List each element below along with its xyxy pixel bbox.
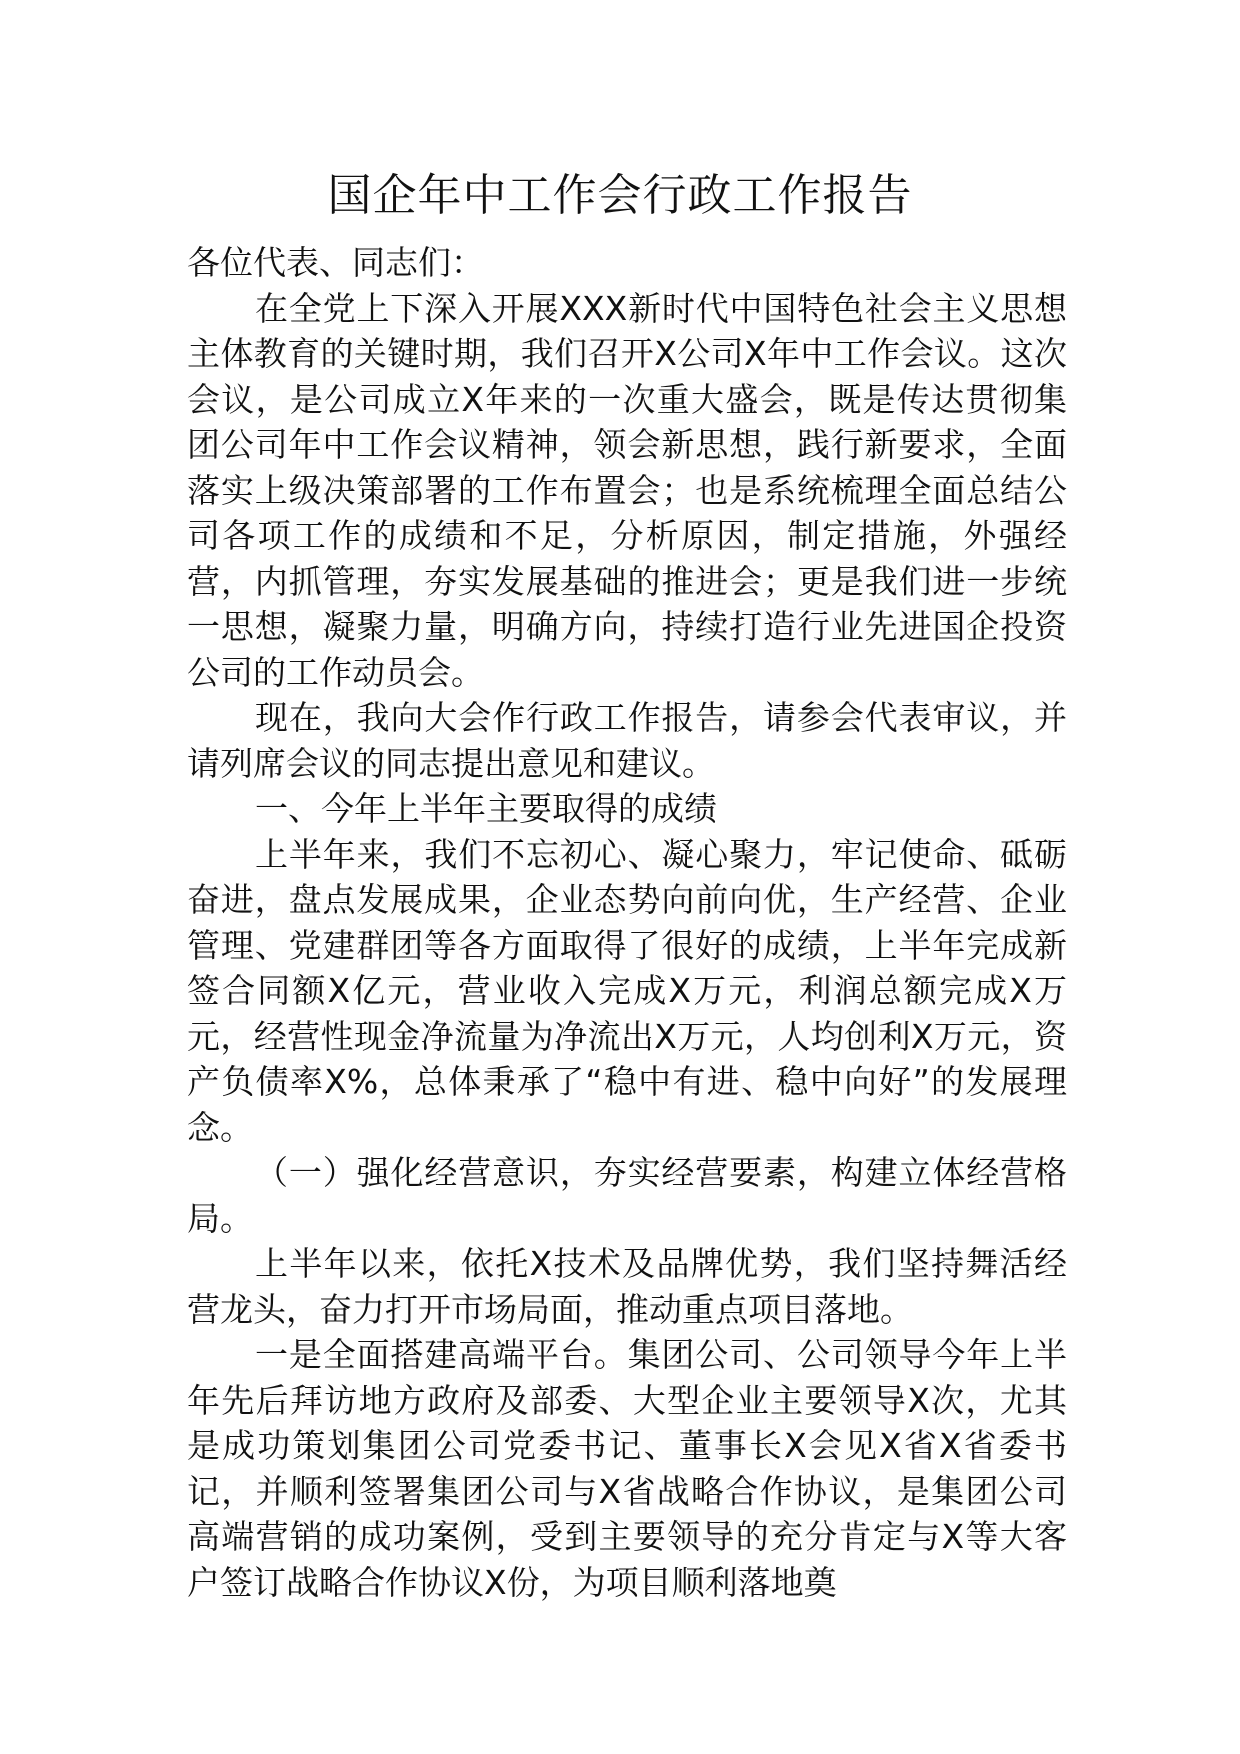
greeting-paragraph: 各位代表、同志们： xyxy=(187,243,484,282)
section-heading-achievements: 一、今年上半年主要取得的成绩 xyxy=(255,789,717,828)
achievements-summary-paragraph: 上半年来，我们不忘初心、凝心聚力，牢记使命、砥砺奋进，盘点发展成果，企业态势向前向优，生产经营、企业管理、党建群团等各方面取得了很好的成绩，上半年完成新签合同额X亿元，营业收入完成X万元，利润总额完成X万元，经营性现金净流量为净流出X万元，人均创利X万元，资产负债率X%，总体秉承了“稳中有进、稳中向好”的发展理念。 xyxy=(187,834,1067,1147)
document-body xyxy=(187,240,1067,1605)
report-request-paragraph: 现在，我向大会作行政工作报告，请参会代表审议，并请列席会议的同志提出意见和建议。 xyxy=(187,698,1067,783)
high-end-platform-paragraph: 一是全面搭建高端平台。集团公司、公司领导今年上半年先后拜访地方政府及部委、大型企业主要领导X次，尤其是成功策划集团公司党委书记、董事长X会见X省X省委书记，并顺利签署集团公司与X省战略合作协议，是集团公司高端营销的成功案例，受到主要领导的充分肯定与X等大客户签订战略合作协议X份，为项目顺利落地奠 xyxy=(187,1335,1067,1602)
intro-paragraph: 在全党上下深入开展XXX新时代中国特色社会主义思想主体教育的关键时期，我们召开X公司X年中工作会议。这次会议，是公司成立X年来的一次重大盛会，既是传达贯彻集团公司年中工作会议精神，领会新思想，践行新要求，全面落实上级决策部署的工作布置会；也是系统梳理全面总结公司各项工作的成绩和不足，分析原因，制定措施，外强经营，内抓管理，夯实发展基础的推进会；更是我们进一步统一思想，凝聚力量，明确方向，持续打造行业先进国企投资公司的工作动员会。 xyxy=(187,288,1067,692)
document-title: 国企年中工作会行政工作报告 xyxy=(327,170,913,221)
subsection-heading-business: （一）强化经营意识，夯实经营要素，构建立体经营格局。 xyxy=(187,1153,1067,1238)
business-intro-paragraph: 上半年以来，依托X技术及品牌优势，我们坚持舞活经营龙头，奋力打开市场局面，推动重点项目落地。 xyxy=(187,1244,1067,1329)
